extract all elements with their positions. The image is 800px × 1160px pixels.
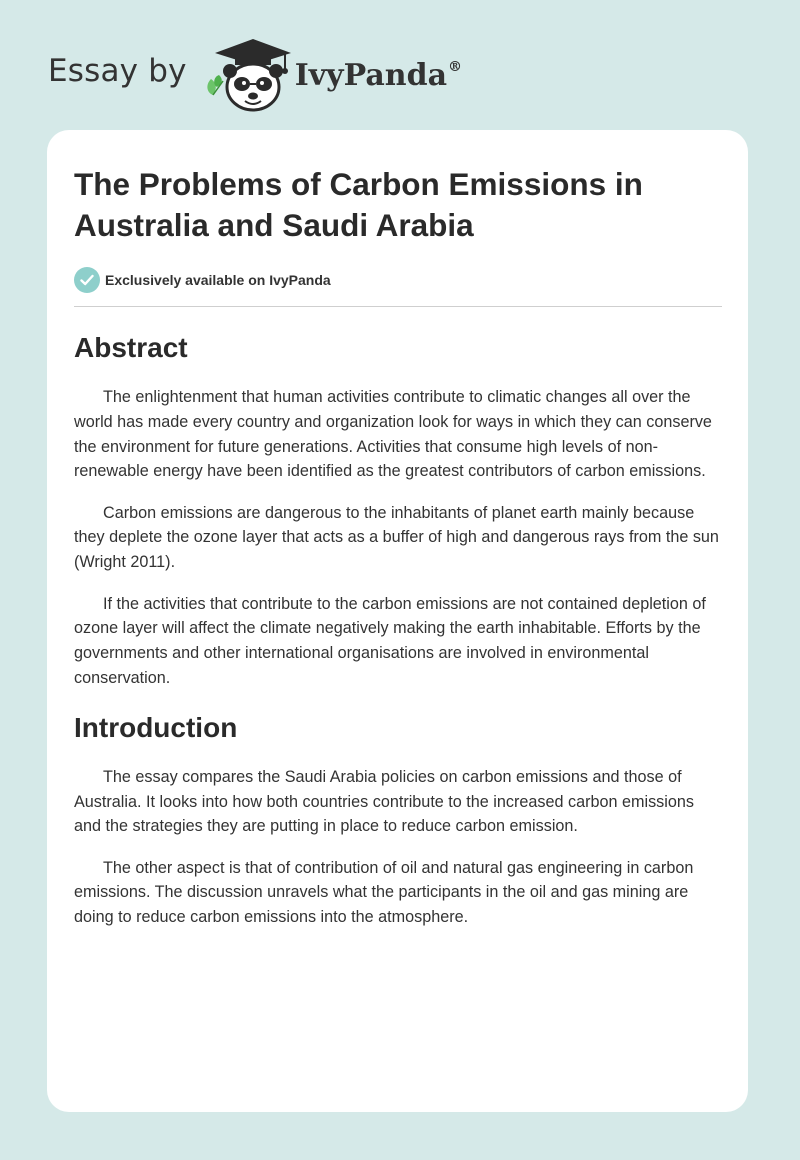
exclusive-badge xyxy=(74,266,722,294)
abstract-section xyxy=(74,331,722,691)
abstract-heading: Abstract xyxy=(74,332,188,363)
essay-by-label: Essay by xyxy=(48,53,187,89)
site-header xyxy=(48,34,462,114)
exclusive-badge-text: Exclusively available on IvyPanda xyxy=(105,272,331,288)
ivypanda-logo[interactable] xyxy=(201,35,462,113)
title-divider xyxy=(74,306,722,307)
introduction-section xyxy=(74,711,722,930)
abstract-paragraph: Carbon emissions are dangerous to the inhabitants of planet earth mainly because they deplete the ozone layer that acts as a buffer of high and dangerous rays from the sun (Wright 2011). xyxy=(74,503,719,572)
brand-name: IvyPanda® xyxy=(294,57,463,93)
check-badge xyxy=(74,267,100,293)
abstract-paragraph: If the activities that contribute to the carbon emissions are not contained depletion of ozone layer will affect the climate negatively making the earth inhabitable. Efforts by the governments and other international organisations are involved in environmental conservation. xyxy=(74,594,706,687)
article-card xyxy=(47,130,748,1112)
ivypanda-logo-icon xyxy=(201,35,291,113)
introduction-paragraph: The essay compares the Saudi Arabia policies on carbon emissions and those of Australia. It looks into how both countries contribute to the increased carbon emissions and the strategies they are putting in place to reduce carbon emission. xyxy=(74,767,694,836)
check-icon xyxy=(80,274,94,286)
introduction-paragraph: The other aspect is that of contribution of oil and natural gas engineering in carbon emissions. The discussion unravels what the participants in the oil and gas mining are doing to reduce carbon emissions into the atmosphere. xyxy=(74,858,694,927)
introduction-heading: Introduction xyxy=(74,711,238,743)
article-title: The Problems of Carbon Emissions in Australia and Saudi Arabia xyxy=(74,166,643,243)
abstract-paragraph: The enlightenment that human activities contribute to climatic changes all over the world has made every country and organization look for ways in which they can conserve the environment for future generations. Activities that consume high levels of non-renewable energy have been identified as the greatest contributors of carbon emissions. xyxy=(74,388,712,481)
registered-mark: ® xyxy=(448,58,463,75)
